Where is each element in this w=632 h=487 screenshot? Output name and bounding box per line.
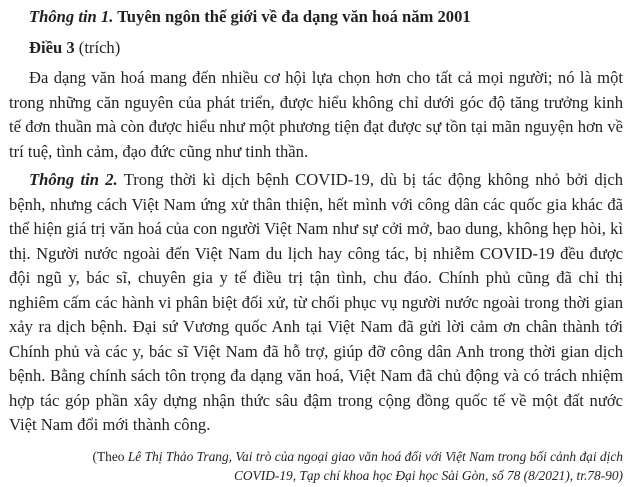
source-line-2: COVID-19, Tạp chí khoa học Đại học Sài Gòn, số 78 (8/2021), tr.78-90): [233, 468, 623, 483]
source-citation: [9, 447, 623, 485]
article-note: (trích): [78, 38, 121, 57]
info1-title: Tuyên ngôn thế giới về đa dạng văn hoá năm 2001: [117, 7, 471, 26]
info1-label: Thông tin 1.: [29, 7, 114, 26]
paragraph-2: [9, 168, 623, 438]
paragraph-1: Đa dạng văn hoá mang đến nhiều cơ hội lựa chọn hơn cho tất cả mọi người; nó là một trong những căn nguyên của phát triển, được hiểu không chỉ dưới góc độ tăng trưởng kinh tế đơn thuần mà còn được hiểu như một phương tiện đạt được sự tồn tại mãn nguyện hơn về trí tuệ, tình cảm, đạo đức cũng như tinh thần.: [9, 68, 623, 161]
info2-text: Trong thời kì dịch bệnh COVID-19, dù bị tác động không nhỏ bởi dịch bệnh, nhưng cách Việt Nam ứng xử thân thiện, hết mình với công dân các quốc gia khác đã thể hiện giá trị văn hoá của con người Việt Nam như sự cởi mở, bao dung, không hẹp hòi, kì thị. Người nước ngoài đến Việt Nam du lịch hay công tác, bị nhiễm COVID-19 đều được đội ngũ y, bác sĩ, chuyên gia y tế điều trị tận tình, chu đáo. Chính phủ cũng đã chỉ thị nghiêm cấm các hành vi phân biệt đối xử, từ chối phục vụ người nước ngoài trong thời gian xảy ra dịch bệnh. Đại sứ Vương quốc Anh tại Việt Nam đã gửi lời cảm ơn chân thành tới Chính phủ và các y, bác sĩ Việt Nam đã hỗ trợ, giúp đỡ công dân Anh trong thời gian dịch bệnh. Bằng chính sách tôn trọng đa dạng văn hoá, Việt Nam đã chủ động và có trách nhiệm hợp tác góp phần xây dựng nhận thức sâu đậm trong cộng đồng quốc tế về một đất nước Việt Nam đổi mới thành công.: [9, 170, 623, 434]
info1-heading: [29, 7, 471, 27]
article-title: [29, 38, 120, 58]
source-line-1: Lê Thị Thảo Trang, Vai trò của ngoại giao văn hoá đối với Việt Nam trong bối cảnh đại dịch: [127, 449, 623, 464]
article-number: Điều 3: [29, 38, 75, 57]
info2-label: Thông tin 2.: [29, 170, 118, 189]
source-prefix: (Theo: [92, 449, 125, 464]
